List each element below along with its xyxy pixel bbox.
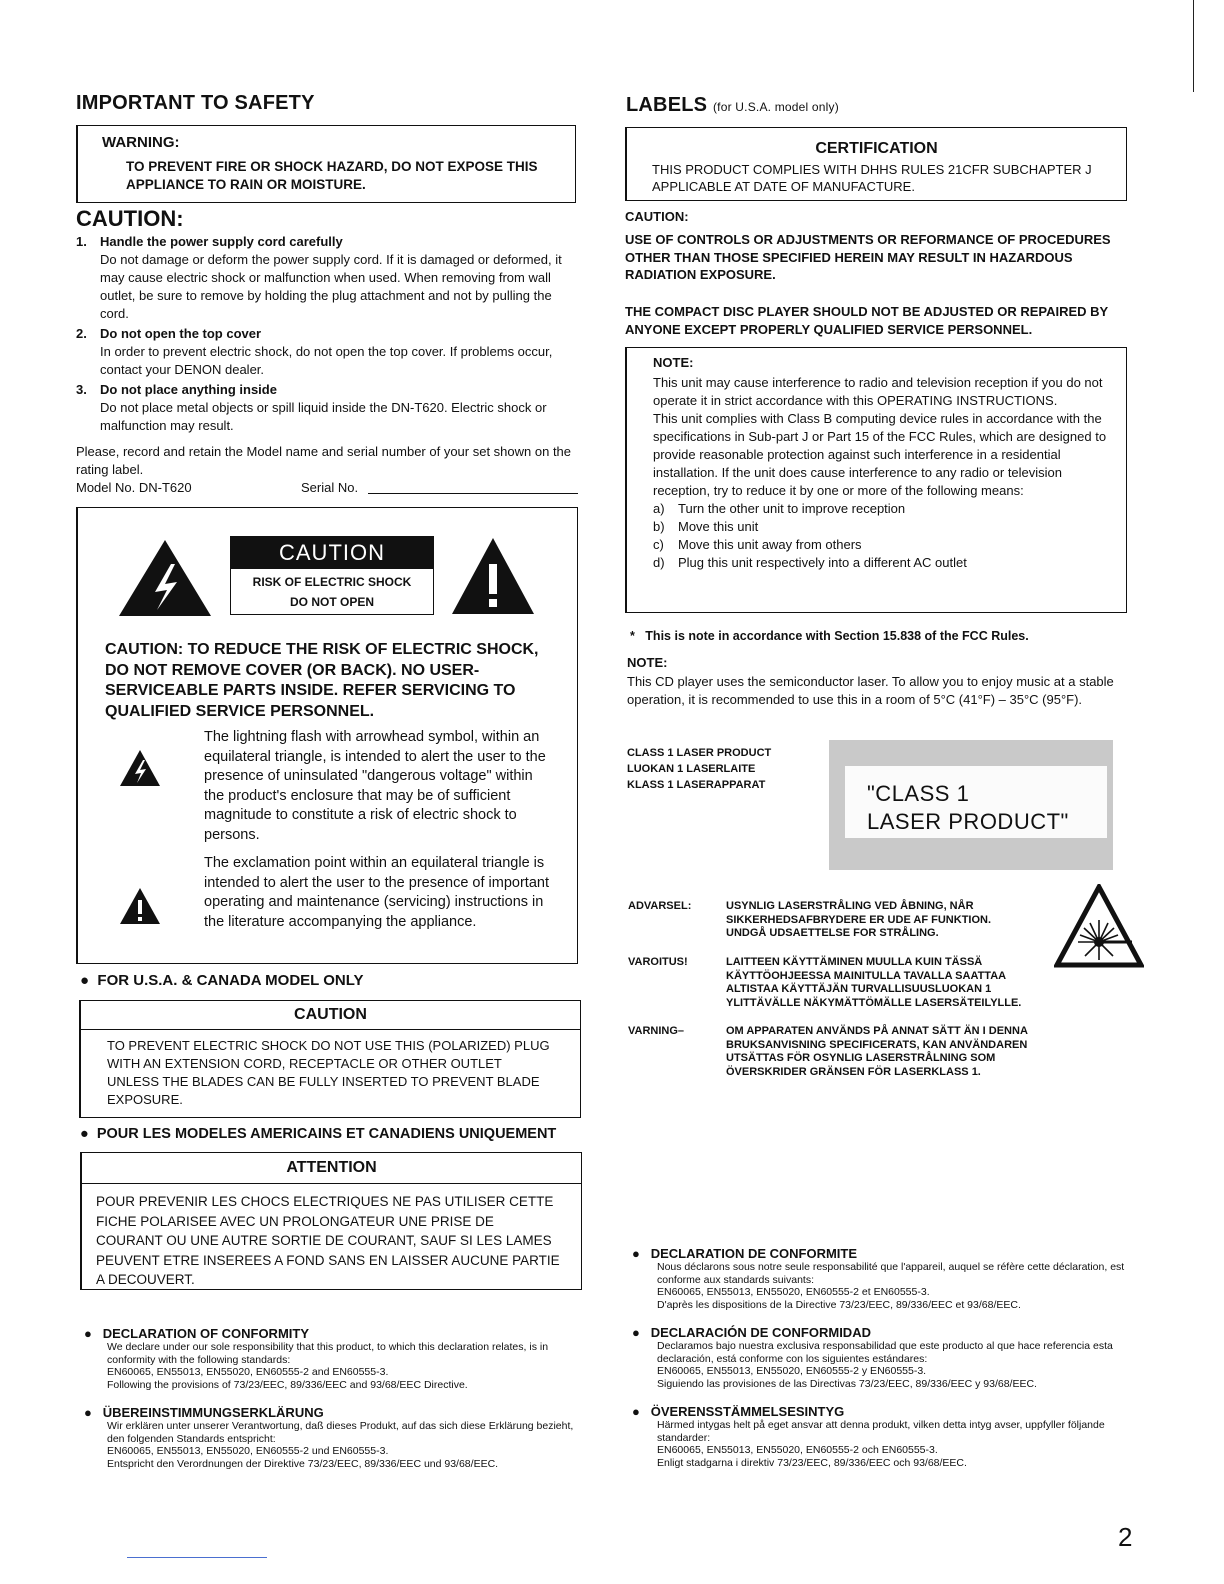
french-attention-box (80, 1152, 582, 1290)
fcc-note-heading: NOTE: (653, 355, 694, 370)
labels-title (626, 94, 839, 117)
fcc-item-letter: b) (653, 519, 665, 534)
declaration-fr-line: EN60065, EN55013, EN55020, EN60555-2 et EN60555-3. (657, 1286, 930, 1298)
declaration-de-line: EN60065, EN55013, EN55020, EN60555-2 und EN60555-3. (107, 1445, 389, 1457)
fcc-item-d (653, 554, 1113, 572)
declaration-sv (632, 1404, 1132, 1469)
declaration-es-line: Declaramos bajo nuestra exclusiva responsabilidad que este producto al que hace referencia esta declaración, está conforme con los siguientes estándares: (657, 1340, 1113, 1365)
caution-item-body: Do not place metal objects or spill liquid inside the DN-T620. Electric shock or malfunction may result. (100, 400, 547, 433)
caution-statement: CAUTION: TO REDUCE THE RISK OF ELECTRIC SHOCK, DO NOT REMOVE COVER (OR BACK). NO USER-SERVICEABLE PARTS INSIDE. REFER SERVICING TO QUALIFIED SERVICE PERSONNEL. (105, 641, 539, 720)
class1-laser-plate (829, 740, 1113, 870)
fcc-footnote-text: This is note in accordance with Section 15.838 of the FCC Rules. (645, 629, 1029, 643)
caution-title: CAUTION: (76, 206, 184, 231)
declaration-es-line: EN60065, EN55013, EN55020, EN60555-2 y EN60555-3. (657, 1365, 927, 1377)
class1-plate-line1: "CLASS 1 (867, 781, 970, 806)
class-label-lines (627, 745, 771, 793)
fcc-item-text: Move this unit (678, 519, 759, 534)
caution-item-heading: Do not open the top cover (100, 326, 262, 341)
warning-da-text: USYNLIG LASERSTRÅLING VED ÅBNING, NÅR SIKKERHEDSAFBRYDERE ER UDE AF FUNKTION. UNDGÅ UDSAETTELSE FOR STRÅLING. (726, 900, 992, 939)
declaration-fr-line: D'après les dispositions de la Directive 73/23/EEC, 89/336/EEC et 93/68/EEC. (657, 1298, 1021, 1311)
model-serial-row (76, 479, 578, 499)
certification-text: THIS PRODUCT COMPLIES WITH DHHS RULES 21CFR SUBCHAPTER J APPLICABLE AT DATE OF MANUFACTURE. (652, 162, 1092, 194)
class-label-fi: LUOKAN 1 LASERLAITE (627, 763, 756, 775)
safety-title: IMPORTANT TO SAFETY (76, 92, 315, 114)
caution-item-3 (76, 381, 578, 435)
record-text: Please, record and retain the Model name and serial number of your set shown on the rating label. (76, 444, 572, 477)
bullet-dot-icon: ● (84, 1405, 92, 1420)
bullet-dot-icon: ● (632, 1325, 640, 1340)
small-lightning-icon (118, 748, 162, 788)
declaration-fr-line: Nous déclarons sous notre seule responsabilité que l'appareil, auquel se réfère cette déclaration, est conforme aux standards suivants: (657, 1261, 1125, 1286)
exclamation-explanation: The exclamation point within an equilateral triangle is intended to alert the user to the presence of important operating and maintenance (servicing) instructions in the literature accompanying the appliance. (204, 855, 549, 930)
caution-badge (230, 536, 434, 615)
bullet-dot-icon: ● (632, 1404, 640, 1419)
laser-note-heading: NOTE: (627, 655, 668, 670)
fcc-item-letter: d) (653, 555, 665, 570)
warning-box (76, 125, 576, 203)
exclamation-triangle-icon (450, 536, 536, 616)
caution-item-number: 3. (76, 382, 87, 397)
fcc-item-text: Plug this unit respectively into a different AC outlet (678, 555, 967, 570)
scan-edge-line (1193, 0, 1194, 92)
scan-underline (127, 1557, 267, 1558)
labels-caution-heading: CAUTION: (625, 209, 689, 224)
declaration-de-line: Entspricht den Verordnungen der Direktive 73/23/EEC, 89/336/EEC und 93/68/EEC. (107, 1457, 499, 1470)
warning-da-label: ADVARSEL: (628, 900, 692, 912)
usa-canada-bullet (80, 972, 364, 989)
usa-caution-heading: CAUTION (81, 1001, 580, 1030)
caution-item-number: 1. (76, 234, 87, 249)
caution-list (76, 233, 578, 499)
bullet-dot-icon: ● (80, 1126, 89, 1142)
fcc-item-a (653, 500, 1113, 518)
declaration-en-line: We declare under our sole responsibility that this product, to which this declaration relates, is in conformity with the following standards: (107, 1341, 549, 1366)
labels-subtitle: (for U.S.A. model only) (712, 100, 839, 114)
declaration-sv-line: Härmed intygas helt på eget ansvar att denna produkt, vilken detta intyg avser, uppfyller följande standarder: (657, 1419, 1105, 1444)
bullet-dot-icon: ● (80, 972, 90, 989)
fcc-note-p1: This unit may cause interference to radio and television reception if you do not operate it in strict accordance with this OPERATING INSTRUCTIONS. (653, 375, 1103, 408)
declaration-en (84, 1326, 584, 1391)
laser-radiation-icon (1054, 884, 1144, 968)
serial-blank-line[interactable] (368, 493, 578, 494)
caution-item-2 (76, 325, 578, 379)
bullet-dot-icon: ● (84, 1326, 92, 1341)
fcc-item-b (653, 518, 1113, 536)
risk-line-1: RISK OF ELECTRIC SHOCK (252, 575, 412, 589)
warning-heading: WARNING: (102, 134, 180, 151)
declaration-es-title: DECLARACIÓN DE CONFORMIDAD (650, 1325, 871, 1340)
warning-text: TO PREVENT FIRE OR SHOCK HAZARD, DO NOT EXPOSE THIS APPLIANCE TO RAIN OR MOISTURE. (126, 159, 538, 192)
declaration-de-line: Wir erklären unter unserer Verantwortung, daß dieses Produkt, auf das sich diese Erklärung bezieht, den folgenden Standards entspricht: (107, 1420, 574, 1445)
fcc-note-body (653, 374, 1113, 572)
fcc-note-box (625, 347, 1127, 613)
caution-item-heading: Do not place anything inside (100, 382, 277, 397)
fcc-item-letter: a) (653, 501, 665, 516)
risk-line-2: DO NOT OPEN (289, 595, 374, 609)
usa-canada-label: FOR U.S.A. & CANADA MODEL ONLY (97, 972, 364, 989)
declaration-de-title: ÜBEREINSTIMMUNGSERKLÄRUNG (102, 1405, 324, 1420)
declaration-en-line: Following the provisions of 73/23/EEC, 89/336/EEC and 93/68/EEC Directive. (107, 1378, 468, 1391)
declaration-de (84, 1405, 584, 1470)
french-bullet (80, 1126, 556, 1142)
labels-caution-text: USE OF CONTROLS OR ADJUSTMENTS OR REFORMANCE OF PROCEDURES OTHER THAN THOSE SPECIFIED HEREIN MAY RESULT IN HAZARDOUS RADIATION EXPOSURE. (625, 232, 1111, 282)
fcc-item-text: Move this unit away from others (678, 537, 862, 552)
caution-item-heading: Handle the power supply cord carefully (100, 234, 343, 249)
declaration-en-line: EN60065, EN55013, EN55020, EN60555-2 and EN60555-3. (107, 1366, 389, 1378)
declaration-fr-title: DECLARATION DE CONFORMITE (650, 1246, 858, 1261)
usa-caution-text: TO PREVENT ELECTRIC SHOCK DO NOT USE THIS (POLARIZED) PLUG WITH AN EXTENSION CORD, RECEPTACLE OR OTHER OUTLET UNLESS THE BLADES CAN BE FULLY INSERTED TO PREVENT BLADE EXPOSURE. (107, 1038, 550, 1107)
declaration-sv-title: ÖVERENSSTÄMMELSESINTYG (650, 1404, 845, 1419)
declaration-sv-line: Enligt stadgarna i direktiv 73/23/EEC, 89/336/EEC och 93/68/EEC. (657, 1456, 967, 1469)
french-label: POUR LES MODELES AMERICAINS ET CANADIENS UNIQUEMENT (96, 1126, 557, 1142)
page-number: 2 (1118, 1522, 1133, 1552)
serial-label: Serial No. (301, 480, 359, 495)
caution-item-number: 2. (76, 326, 87, 341)
fcc-item-c (653, 536, 1113, 554)
declaration-fr (632, 1246, 1132, 1311)
fcc-item-text: Turn the other unit to improve reception (678, 501, 906, 516)
lightning-explanation: The lightning flash with arrowhead symbol, within an equilateral triangle, is intended to alert the user to the presence of uninsulated "dangerous voltage" within the product's enclosure that may be of sufficient magnitude to constitute a risk of electric shock to persons. (204, 729, 546, 843)
french-attention-text: POUR PREVENIR LES CHOCS ELECTRIQUES NE PAS UTILISER CETTE FICHE POLARISEE AVEC UN PROLONGATEUR UNE PRISE DE COURANT OU UNE AUTRE SORTIE DE COURANT, SAUF SI LES LAMES PEUVENT ETRE INSEREES A FOND SANS EN LAISSER AUCUNE PARTIE A DECOUVERT. (96, 1194, 560, 1287)
warning-sv-text: OM APPARATEN ANVÄNDS PÅ ANNAT SÄTT ÄN I DENNA BRUKSANVISNING SPECIFICERATS, KAN ANVÄNDAREN UTSÄTTAS FÖR OSYNLIG LASERSTRÅLNING SOM ÖVERSKRIDER GRÄNSEN FÖR LASERKLASS 1. (726, 1025, 1028, 1078)
labels-title-text: LABELS (626, 94, 708, 116)
fcc-footnote (630, 629, 1029, 643)
french-attention-heading: ATTENTION (82, 1153, 581, 1184)
caution-item-body: In order to prevent electric shock, do not open the top cover. If problems occur, contact your DENON dealer. (100, 344, 553, 377)
declaration-es-line: Siguiendo las provisiones de las Directivas 73/23/EEC, 89/336/EEC y 93/68/EEC. (657, 1377, 1037, 1390)
caution-panel (76, 507, 578, 964)
certification-box (625, 127, 1127, 201)
class1-laser-plate-inner (845, 766, 1107, 838)
small-exclamation-icon (118, 886, 162, 926)
class-label-en: CLASS 1 LASER PRODUCT (627, 747, 772, 759)
declaration-en-title: DECLARATION OF CONFORMITY (102, 1326, 310, 1341)
laser-note-text: This CD player uses the semiconductor laser. To allow you to enjoy music at a stable operation, it is recommended to use this in a room of 5°C (41°F) – 35°C (95°F). (627, 674, 1114, 707)
cd-adjust-warning: THE COMPACT DISC PLAYER SHOULD NOT BE ADJUSTED OR REPAIRED BY ANYONE EXCEPT PROPERLY QUALIFIED SERVICE PERSONNEL. (625, 304, 1108, 337)
model-label: Model No. DN-T620 (76, 480, 192, 495)
class1-plate-line2: LASER PRODUCT" (867, 809, 1069, 834)
warning-fi-label: VAROITUS! (628, 956, 688, 968)
warning-sv-label: VARNING– (628, 1025, 685, 1037)
warning-fi-text: LAITTEEN KÄYTTÄMINEN MUULLA KUIN TÄSSÄ KÄYTTÖOHJEESSA MAINITULLA TAVALLA SAATTAA ALTISTAA KÄYTTÄJÄN TURVALLISUUSLUOKAN 1 YLITTÄVÄLLE NÄKYMÄTTÖMÄLLE LASERSÄTEILYLLE. (726, 956, 1022, 1009)
fcc-note-p2: This unit complies with Class B computing device rules in accordance with the specifications in Sub-part J or Part 15 of the FCC Rules, which are designed to provide reasonable protection against such interference in a residential installation. If the unit does cause interference to any radio or television reception, try to reduce it by one or more of the following means: (653, 411, 1107, 498)
asterisk-icon: * (630, 629, 635, 643)
bullet-dot-icon: ● (632, 1246, 640, 1261)
caution-item-body: Do not damage or deform the power supply cord. If it is damaged or deformed, it may cause electric shock or malfunction when used. When removing from wall outlet, be sure to remove by holding the plug attachment and not by pulling the cord. (100, 252, 562, 321)
caution-badge-title: CAUTION (231, 537, 433, 569)
class-label-sv: KLASS 1 LASERAPPARAT (627, 779, 766, 791)
declaration-es (632, 1325, 1132, 1390)
fcc-item-letter: c) (653, 537, 664, 552)
usa-caution-box (79, 1000, 581, 1118)
caution-item-1 (76, 233, 578, 323)
lightning-triangle-icon (117, 538, 213, 618)
declaration-sv-line: EN60065, EN55013, EN55020, EN60555-2 och EN60555-3. (657, 1444, 938, 1456)
certification-heading: CERTIFICATION (815, 140, 938, 157)
class1-plate-text (845, 766, 1107, 836)
